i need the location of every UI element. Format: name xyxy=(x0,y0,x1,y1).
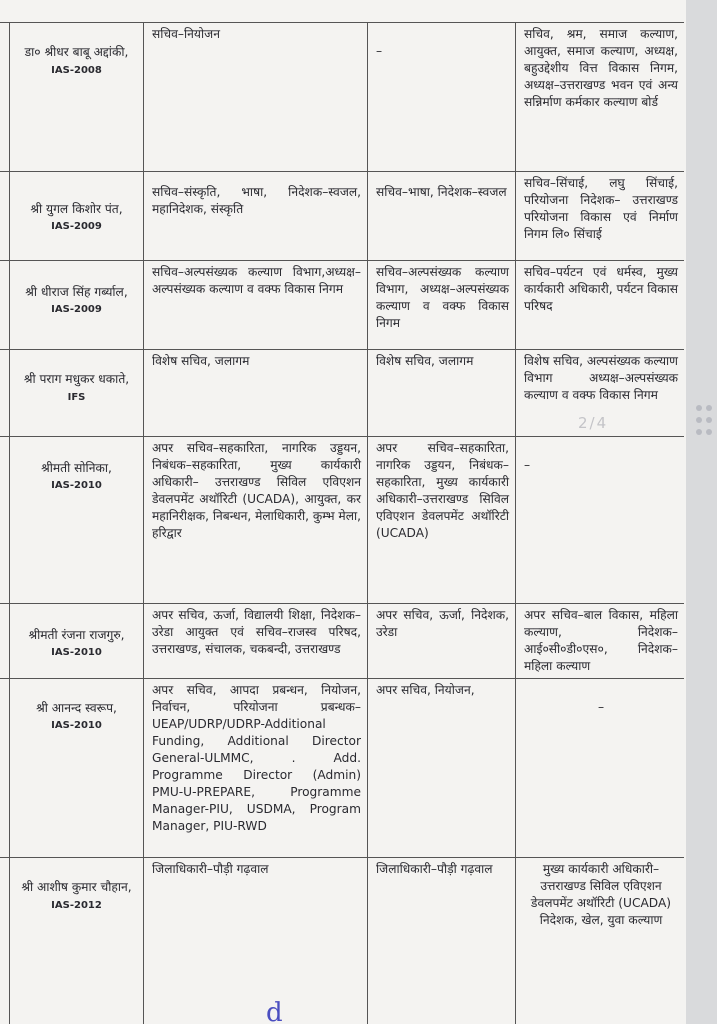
officer-cadre: IFS xyxy=(67,392,86,403)
officer-cadre: IAS-2010 xyxy=(51,480,102,491)
officer-cadre: IAS-2009 xyxy=(51,221,102,232)
transfer-table xyxy=(0,22,684,1024)
officer-name-cell xyxy=(10,23,144,171)
serial-cell xyxy=(0,604,10,678)
table-row xyxy=(0,261,684,350)
additional-charge-cell: मुख्य कार्यकारी अधिकारी–उत्तराखण्ड सिविल एविएशन डेवलपमेंट अथॉरिटी (UCADA) निदेशक, खेल, युवा कल्याण xyxy=(530,862,672,927)
additional-charge-cell xyxy=(516,437,684,603)
serial-cell xyxy=(0,172,10,260)
officer-name: श्री पराग मधुकर धकाते, xyxy=(23,372,130,386)
current-post-cell: सचिव–नियोजन xyxy=(144,23,368,171)
officer-name-cell xyxy=(10,604,144,678)
proposed-post-cell: जिलाधिकारी–पौड़ी गढ़वाल xyxy=(368,858,516,1024)
serial-cell xyxy=(0,679,10,857)
additional-charge-cell: सचिव, श्रम, समाज कल्याण, आयुक्त, समाज कल्याण, अध्यक्ष, बहुउद्देशीय वित्त विकास निगम, अध्यक्ष–उत्तराखण्ड भवन एवं अन्य सन्निर्माण कर्मकार कल्याण बोर्ड xyxy=(524,27,678,109)
current-post-cell: अपर सचिव–सहकारिता, नागरिक उड्डयन, निबंधक–सहकारिता, मुख्य कार्यकारी अधिकारी– उत्तराखण्ड सिविल एविएशन डेवलपमेंट अथॉरिटी (UCADA), आयुक्त, कर महानिरीक्षक, निबन्धन, मेलाधिकारी, कुम्भ मेला, हरिद्वार xyxy=(144,437,368,603)
officer-name-cell xyxy=(10,172,144,260)
current-post-cell: विशेष सचिव, जलागम xyxy=(144,350,368,436)
table-row xyxy=(0,858,684,1024)
table-row xyxy=(0,604,684,679)
proposed-post-cell: सचिव–भाषा, निदेशक–स्वजल xyxy=(368,172,516,260)
page-number-watermark: 2/4 xyxy=(578,414,609,432)
officer-name: श्री आशीष कुमार चौहान, xyxy=(21,880,132,894)
proposed-post-cell: विशेष सचिव, जलागम xyxy=(368,350,516,436)
officer-name-cell xyxy=(10,679,144,857)
ink-mark: d xyxy=(266,998,283,1024)
serial-cell xyxy=(0,437,10,603)
officer-cadre: IAS-2010 xyxy=(51,647,102,658)
officer-name-cell xyxy=(10,858,144,1024)
serial-cell xyxy=(0,261,10,349)
officer-name: डा० श्रीधर बाबू अद्दांकी, xyxy=(24,45,129,59)
officer-cadre: IAS-2010 xyxy=(51,720,102,731)
serial-cell xyxy=(0,23,10,171)
officer-name: श्रीमती रंजना राजगुरु, xyxy=(28,628,125,642)
current-post-cell: सचिव–संस्कृति, भाषा, निदेशक–स्वजल, महानिदेशक, संस्कृति xyxy=(144,172,368,260)
proposed-post-cell xyxy=(368,23,516,171)
proposed-post-value: – xyxy=(376,44,383,58)
current-post-cell: अपर सचिव, ऊर्जा, विद्यालयी शिक्षा, निदेशक–उरेडा आयुक्त एवं सचिव–राजस्व परिषद, उत्तराखण्ड, संचालक, चकबन्दी, उत्तराखण्ड xyxy=(144,604,368,678)
officer-name: श्रीमती सोनिका, xyxy=(41,461,112,475)
table-row xyxy=(0,437,684,604)
officer-cadre: IAS-2012 xyxy=(51,900,102,911)
additional-charge-cell: सचिव–सिंचाई, लघु सिंचाई, परियोजना निदेशक– उत्तराखण्ड परियोजना विकास एवं निर्माण निगम लि० सिंचाई xyxy=(524,176,678,241)
current-post-cell: सचिव–अल्पसंख्यक कल्याण विभाग,अध्यक्ष–अल्पसंख्यक कल्याण व वक्फ विकास निगम xyxy=(144,261,368,349)
proposed-post-cell: अपर सचिव, नियोजन, xyxy=(368,679,516,857)
current-post-cell: अपर सचिव, आपदा प्रबन्धन, नियोजन, निर्वाचन, परियोजना प्रबन्धक–UEAP/UDRP/UDRP-Additional Funding, Additional Director General-ULMMC, . Add. Programme Director (Admin) PMU-U-PREPARE, Programme Manager-PIU, USDMA, Program Manager, PIU-RWD xyxy=(144,679,368,857)
officer-name-cell xyxy=(10,350,144,436)
officer-cadre: IAS-2008 xyxy=(51,65,102,76)
current-post-cell: जिलाधिकारी–पौड़ी गढ़वाल xyxy=(144,858,368,1024)
officer-name: श्री आनन्द स्वरूप, xyxy=(36,701,117,715)
officer-cadre: IAS-2009 xyxy=(51,304,102,315)
officer-name: श्री धीराज सिंह गर्ब्याल, xyxy=(25,285,128,299)
additional-charge-cell: सचिव–पर्यटन एवं धर्मस्व, मुख्य कार्यकारी अधिकारी, पर्यटन विकास परिषद xyxy=(524,265,678,313)
officer-name-cell xyxy=(10,437,144,603)
table-row xyxy=(0,679,684,858)
proposed-post-cell: अपर सचिव, ऊर्जा, निदेशक, उरेडा xyxy=(368,604,516,678)
additional-charge-cell xyxy=(516,679,684,857)
additional-charge-value: – xyxy=(597,700,605,714)
drag-handle-icon[interactable] xyxy=(696,405,714,439)
serial-cell xyxy=(0,350,10,436)
table-row xyxy=(0,172,684,261)
additional-charge-cell: विशेष सचिव, अल्पसंख्यक कल्याण विभाग अध्यक्ष–अल्पसंख्यक कल्याण व वक्फ विकास निगम xyxy=(524,354,678,402)
additional-charge-cell: अपर सचिव–बाल विकास, महिला कल्याण, निदेशक–आई०सी०डी०एस०, निदेशक–महिला कल्याण xyxy=(524,608,678,673)
serial-cell xyxy=(0,858,10,1024)
proposed-post-cell: अपर सचिव–सहकारिता, नागरिक उड्डयन, निबंधक–सहकारिता, मुख्य कार्यकारी अधिकारी–उत्तराखण्ड सिविल एविएशन डेवलपमेंट अथॉरिटी (UCADA) xyxy=(368,437,516,603)
officer-name: श्री युगल किशोर पंत, xyxy=(30,202,123,216)
additional-charge-value: – xyxy=(524,458,531,472)
officer-name-cell xyxy=(10,261,144,349)
table-row xyxy=(0,23,684,172)
proposed-post-cell: सचिव–अल्पसंख्यक कल्याण विभाग, अध्यक्ष–अल्पसंख्यक कल्याण व वक्फ विकास निगम xyxy=(368,261,516,349)
